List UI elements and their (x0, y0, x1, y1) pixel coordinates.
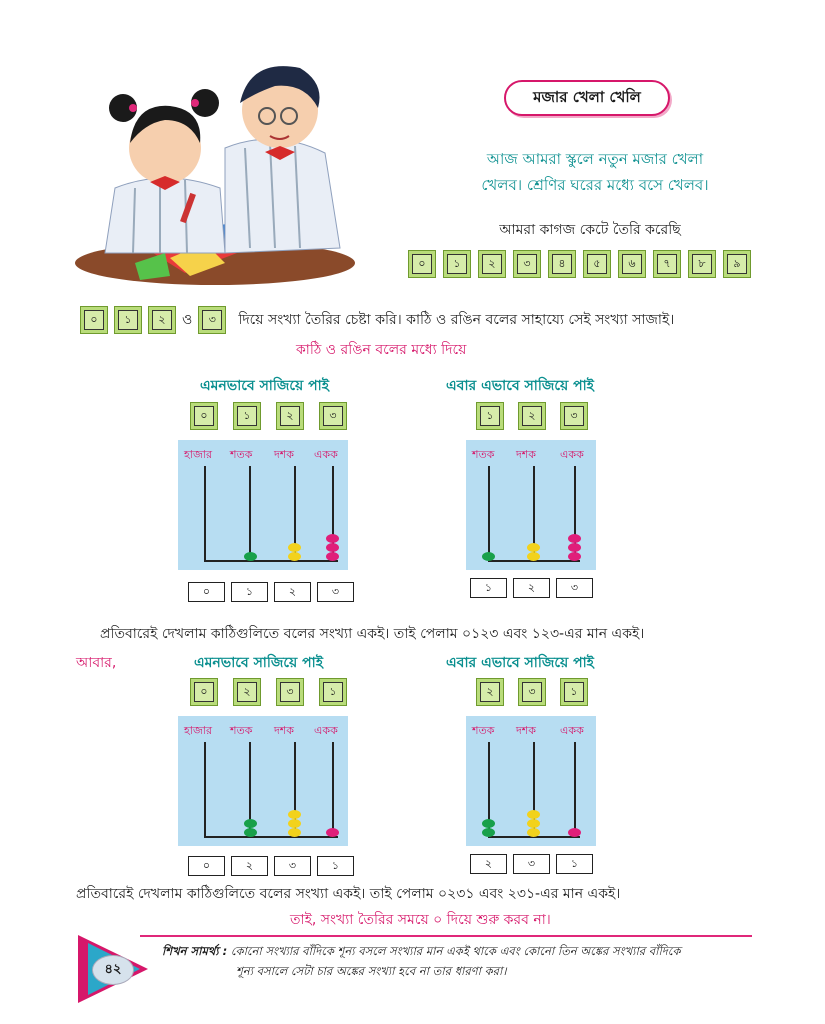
col-label: শতক (230, 448, 253, 461)
number-box: ১ (470, 578, 507, 598)
bead (482, 819, 495, 828)
zero-rule: তাই, সংখ্যা তৈরির সময়ে ০ দিয়ে শুরু করব না। (290, 912, 551, 928)
s1-left-tiles (190, 402, 347, 430)
digit-tile: ১ (319, 678, 347, 706)
number-box: ১ (231, 582, 268, 602)
intro-line-1: আজ আমরা স্কুলে নতুন মজার খেলা (486, 150, 704, 168)
digit-tile: ২ (276, 402, 304, 430)
abacus-base (204, 836, 338, 838)
bead (527, 543, 540, 552)
bead (568, 552, 581, 561)
s2-left-heading: এমনভাবে সাজিয়ে পাই (194, 655, 323, 671)
learning-outcome-line-2: শূন্য বসালে সেটা চার অঙ্কের সংখ্যা হবে না তার ধারণা করা। (236, 964, 507, 978)
bead (288, 828, 301, 837)
col-label: একক (560, 448, 584, 461)
bead (244, 552, 257, 561)
number-box: ২ (470, 854, 507, 874)
s1-left-abacus (178, 440, 348, 570)
s2-left-abacus (178, 716, 348, 846)
digit-tile: ৭ (653, 250, 681, 278)
col-label: শতক (472, 448, 495, 461)
intro-line-2: খেলব। শ্রেণির ঘরের মধ্যে বসে খেলব। (481, 176, 709, 194)
digit-tile: ৩ (319, 402, 347, 430)
s1-right-tiles (476, 402, 588, 430)
bead (288, 819, 301, 828)
digit-tile: ২ (233, 678, 261, 706)
rod (488, 466, 490, 562)
bead (482, 828, 495, 837)
col-label: দশক (274, 448, 294, 461)
number-box: ৩ (513, 854, 550, 874)
s2-right-boxes (470, 854, 593, 874)
col-label: একক (314, 448, 338, 461)
bead (326, 543, 339, 552)
digit-tile: ২ (476, 678, 504, 706)
col-label: শতক (472, 724, 495, 737)
rod (204, 466, 206, 562)
joiner-text: ও (182, 312, 193, 328)
bead (326, 828, 339, 837)
again-label: আবার, (76, 655, 117, 671)
digit-tile: ২ (518, 402, 546, 430)
bead (288, 810, 301, 819)
abacus-base (204, 560, 338, 562)
digit-tile: ৩ (276, 678, 304, 706)
digit-tiles-row (408, 250, 751, 278)
digit-tile: ৯ (723, 250, 751, 278)
col-label: শতক (230, 724, 253, 737)
s1-right-boxes (470, 578, 593, 598)
number-box: ২ (274, 582, 311, 602)
children-illustration (75, 48, 355, 288)
s1-right-heading: এবার এভাবে সাজিয়ে পাই (446, 378, 594, 394)
bead (527, 552, 540, 561)
digit-tile: ০ (190, 402, 218, 430)
digit-tile: ৩ (518, 678, 546, 706)
rod (249, 466, 251, 562)
made-text: আমরা কাগজ কেটে তৈরি করেছি (499, 222, 681, 238)
bead (568, 828, 581, 837)
instruction-subtitle: কাঠি ও রঙিন বলের মধ্যে দিয়ে (296, 342, 467, 358)
learning-outcome (162, 941, 762, 981)
learning-outcome-label: শিখন সামর্থ্য : (162, 944, 228, 958)
footer-divider (140, 935, 752, 937)
bead (244, 828, 257, 837)
number-box: ০ (188, 582, 225, 602)
col-label: একক (560, 724, 584, 737)
col-label: হাজার (184, 448, 213, 461)
bead (568, 534, 581, 543)
digit-tile: ৩ (560, 402, 588, 430)
bead (568, 543, 581, 552)
digit-tile: ১ (443, 250, 471, 278)
s1-right-abacus (466, 440, 596, 570)
digit-tile: ৪ (548, 250, 576, 278)
col-label: হাজার (184, 724, 213, 737)
s2-left-boxes (188, 856, 354, 876)
digit-tile: ১ (114, 306, 142, 334)
bead (527, 810, 540, 819)
digit-tile: ৫ (583, 250, 611, 278)
number-box: ৩ (274, 856, 311, 876)
col-label: দশক (516, 448, 536, 461)
rod (204, 742, 206, 838)
page-number: ৪২ (92, 955, 134, 985)
digit-tile: ৩ (198, 306, 226, 334)
number-box: ৩ (556, 578, 593, 598)
bead (326, 552, 339, 561)
s2-conclusion: প্রতিবারেই দেখলাম কাঠিগুলিতে বলের সংখ্যা একই। তাই পেলাম ০২৩১ এবং ২৩১-এর মান একই। (76, 886, 621, 902)
bead (527, 828, 540, 837)
digit-tile: ১ (476, 402, 504, 430)
s2-right-abacus (466, 716, 596, 846)
col-label: একক (314, 724, 338, 737)
digit-tile: ০ (408, 250, 436, 278)
instruction-line (80, 306, 674, 334)
bead (244, 819, 257, 828)
rod (574, 742, 576, 838)
s1-conclusion: প্রতিবারেই দেখলাম কাঠিগুলিতে বলের সংখ্যা একই। তাই পেলাম ০১২৩ এবং ১২৩-এর মান একই। (100, 626, 645, 642)
digit-tile: ২ (478, 250, 506, 278)
number-box: ১ (556, 854, 593, 874)
digit-tile: ৩ (513, 250, 541, 278)
digit-tile: ১ (560, 678, 588, 706)
s1-left-boxes (188, 582, 354, 602)
s1-left-heading: এমনভাবে সাজিয়ে পাই (200, 378, 329, 394)
col-label: দশক (274, 724, 294, 737)
bead (288, 543, 301, 552)
digit-tile: ১ (233, 402, 261, 430)
number-box: ০ (188, 856, 225, 876)
bead (527, 819, 540, 828)
s2-left-tiles (190, 678, 347, 706)
s2-right-tiles (476, 678, 588, 706)
number-box: ২ (513, 578, 550, 598)
s2-right-heading: এবার এভাবে সাজিয়ে পাই (446, 655, 594, 671)
bead (288, 552, 301, 561)
number-box: ৩ (317, 582, 354, 602)
learning-outcome-line-1: কোনো সংখ্যার বাঁদিকে শূন্য বসলে সংখ্যার মান একই থাকে এবং কোনো তিন অঙ্কের সংখ্যার বাঁদিকে (230, 944, 681, 958)
number-box: ১ (317, 856, 354, 876)
digit-tile: ২ (148, 306, 176, 334)
digit-tile: ০ (190, 678, 218, 706)
digit-tile: ৬ (618, 250, 646, 278)
digit-tile: ০ (80, 306, 108, 334)
page-title: মজার খেলা খেলি (504, 80, 670, 116)
digit-tile: ৮ (688, 250, 716, 278)
rod (332, 742, 334, 838)
bead (482, 552, 495, 561)
col-label: দশক (516, 724, 536, 737)
bead (326, 534, 339, 543)
number-box: ২ (231, 856, 268, 876)
instruction-text: দিয়ে সংখ্যা তৈরির চেষ্টা করি। কাঠি ও রঙিন বলের সাহায্যে সেই সংখ্যা সাজাই। (238, 312, 675, 328)
